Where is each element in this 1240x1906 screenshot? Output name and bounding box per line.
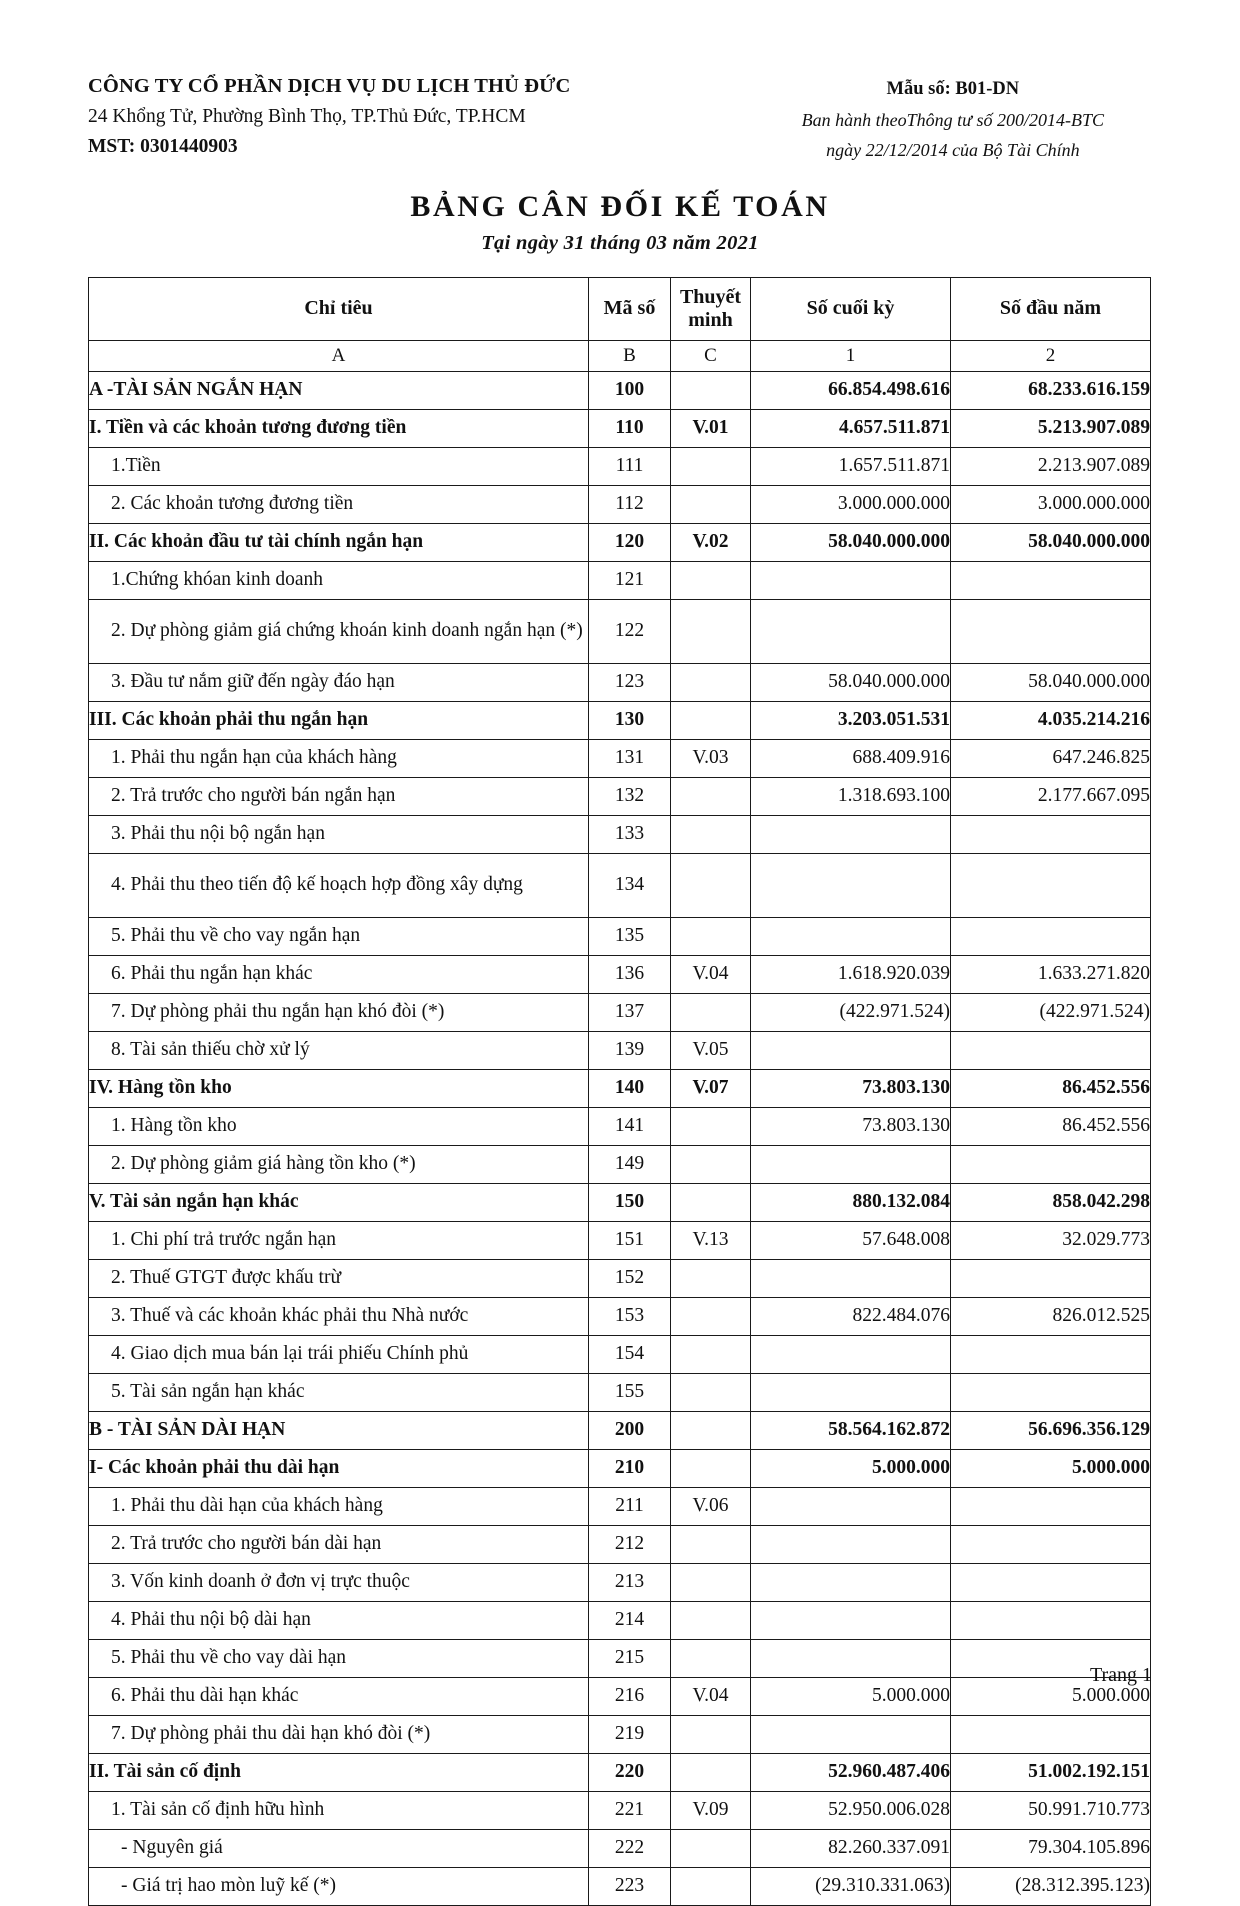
table-row bbox=[89, 1411, 1151, 1449]
column-header-note-line2: minh bbox=[688, 308, 733, 331]
column-header-end-period: Số cuối kỳ bbox=[751, 277, 951, 340]
row-end-period-value bbox=[751, 599, 951, 663]
row-indicator: 2. Thuế GTGT được khấu trừ bbox=[89, 1259, 589, 1297]
row-end-period-value bbox=[751, 1715, 951, 1753]
row-code: 213 bbox=[589, 1563, 671, 1601]
row-end-period-value: (422.971.524) bbox=[751, 993, 951, 1031]
row-code: 123 bbox=[589, 663, 671, 701]
row-code: 132 bbox=[589, 777, 671, 815]
column-header-note-line1: Thuyết bbox=[679, 285, 742, 308]
row-indicator: IV. Hàng tồn kho bbox=[89, 1069, 589, 1107]
row-end-period-value: 52.950.006.028 bbox=[751, 1791, 951, 1829]
row-note bbox=[671, 853, 751, 917]
row-note bbox=[671, 447, 751, 485]
table-row bbox=[89, 917, 1151, 955]
row-begin-year-value bbox=[951, 1563, 1151, 1601]
row-end-period-value bbox=[751, 561, 951, 599]
row-begin-year-value bbox=[951, 1715, 1151, 1753]
row-note: V.03 bbox=[671, 739, 751, 777]
row-note bbox=[671, 561, 751, 599]
table-row bbox=[89, 993, 1151, 1031]
row-begin-year-value: 58.040.000.000 bbox=[951, 523, 1151, 561]
column-header-note bbox=[671, 277, 751, 340]
row-begin-year-value: (28.312.395.123) bbox=[951, 1867, 1151, 1905]
row-indicator: 5. Tài sản ngắn hạn khác bbox=[89, 1373, 589, 1411]
row-code: 140 bbox=[589, 1069, 671, 1107]
row-code: 141 bbox=[589, 1107, 671, 1145]
row-note bbox=[671, 371, 751, 409]
subheader-end-period: 1 bbox=[751, 340, 951, 371]
form-number: Mẫu số: B01-DN bbox=[886, 79, 1020, 99]
row-end-period-value bbox=[751, 1525, 951, 1563]
row-begin-year-value bbox=[951, 815, 1151, 853]
row-indicator: 5. Phải thu về cho vay ngắn hạn bbox=[89, 917, 589, 955]
row-indicator: 4. Phải thu nội bộ dài hạn bbox=[89, 1601, 589, 1639]
row-code: 155 bbox=[589, 1373, 671, 1411]
row-begin-year-value: 858.042.298 bbox=[951, 1183, 1151, 1221]
row-end-period-value bbox=[751, 815, 951, 853]
row-code: 111 bbox=[589, 447, 671, 485]
row-end-period-value bbox=[751, 1639, 951, 1677]
row-begin-year-value: 1.633.271.820 bbox=[951, 955, 1151, 993]
row-note bbox=[671, 815, 751, 853]
row-note: V.09 bbox=[671, 1791, 751, 1829]
row-begin-year-value: 4.035.214.216 bbox=[951, 701, 1151, 739]
row-note bbox=[671, 1449, 751, 1487]
row-code: 215 bbox=[589, 1639, 671, 1677]
row-begin-year-value: 5.213.907.089 bbox=[951, 409, 1151, 447]
table-row bbox=[89, 739, 1151, 777]
row-note bbox=[671, 1715, 751, 1753]
row-code: 220 bbox=[589, 1753, 671, 1791]
row-indicator: 7. Dự phòng phải thu ngắn hạn khó đòi (*) bbox=[89, 993, 589, 1031]
row-code: 219 bbox=[589, 1715, 671, 1753]
row-code: 120 bbox=[589, 523, 671, 561]
table-row bbox=[89, 1183, 1151, 1221]
row-begin-year-value bbox=[951, 1525, 1151, 1563]
column-header-begin-year: Số đầu năm bbox=[951, 277, 1151, 340]
row-indicator: 3. Đầu tư nắm giữ đến ngày đáo hạn bbox=[89, 663, 589, 701]
row-indicator: 8. Tài sản thiếu chờ xử lý bbox=[89, 1031, 589, 1069]
table-row bbox=[89, 1639, 1151, 1677]
row-indicator: 4. Phải thu theo tiến độ kế hoạch hợp đồng xây dựng bbox=[89, 853, 589, 917]
row-indicator: 2. Trả trước cho người bán dài hạn bbox=[89, 1525, 589, 1563]
form-info-block bbox=[802, 72, 1160, 164]
row-note bbox=[671, 663, 751, 701]
row-note bbox=[671, 777, 751, 815]
row-begin-year-value bbox=[951, 1259, 1151, 1297]
row-note bbox=[671, 1563, 751, 1601]
row-note: V.01 bbox=[671, 409, 751, 447]
row-end-period-value: 1.657.511.871 bbox=[751, 447, 951, 485]
table-row bbox=[89, 1031, 1151, 1069]
row-indicator: 1. Hàng tồn kho bbox=[89, 1107, 589, 1145]
row-indicator: 1.Chứng khóan kinh doanh bbox=[89, 561, 589, 599]
row-code: 212 bbox=[589, 1525, 671, 1563]
row-end-period-value bbox=[751, 1373, 951, 1411]
row-code: 122 bbox=[589, 599, 671, 663]
page-subtitle: Tại ngày 31 tháng 03 năm 2021 bbox=[481, 231, 759, 254]
table-row bbox=[89, 1563, 1151, 1601]
row-note bbox=[671, 1107, 751, 1145]
table-row bbox=[89, 777, 1151, 815]
row-code: 110 bbox=[589, 409, 671, 447]
row-end-period-value: 58.040.000.000 bbox=[751, 523, 951, 561]
row-code: 136 bbox=[589, 955, 671, 993]
row-code: 222 bbox=[589, 1829, 671, 1867]
table-row bbox=[89, 1677, 1151, 1715]
table-row bbox=[89, 853, 1151, 917]
row-note bbox=[671, 1411, 751, 1449]
row-code: 150 bbox=[589, 1183, 671, 1221]
table-row bbox=[89, 1601, 1151, 1639]
row-end-period-value: 1.618.920.039 bbox=[751, 955, 951, 993]
table-row bbox=[89, 701, 1151, 739]
subheader-begin-year: 2 bbox=[951, 340, 1151, 371]
row-indicator: 6. Phải thu dài hạn khác bbox=[89, 1677, 589, 1715]
row-begin-year-value bbox=[951, 1031, 1151, 1069]
table-row bbox=[89, 1753, 1151, 1791]
table-row bbox=[89, 1715, 1151, 1753]
row-end-period-value: 3.000.000.000 bbox=[751, 485, 951, 523]
row-note bbox=[671, 1259, 751, 1297]
row-indicator: 3. Vốn kinh doanh ở đơn vị trực thuộc bbox=[89, 1563, 589, 1601]
row-note: V.04 bbox=[671, 1677, 751, 1715]
company-info-block bbox=[88, 72, 570, 160]
row-code: 130 bbox=[589, 701, 671, 739]
row-indicator: - Giá trị hao mòn luỹ kế (*) bbox=[89, 1867, 589, 1905]
row-note bbox=[671, 1867, 751, 1905]
company-address: 24 Khổng Tử, Phường Bình Thọ, TP.Thủ Đức, TP.HCM bbox=[88, 106, 526, 128]
table-row bbox=[89, 663, 1151, 701]
row-end-period-value: 66.854.498.616 bbox=[751, 371, 951, 409]
row-begin-year-value: 5.000.000 bbox=[951, 1449, 1151, 1487]
row-code: 211 bbox=[589, 1487, 671, 1525]
row-begin-year-value: 3.000.000.000 bbox=[951, 485, 1151, 523]
row-begin-year-value bbox=[951, 1601, 1151, 1639]
row-indicator: II. Tài sản cố định bbox=[89, 1753, 589, 1791]
row-end-period-value: 73.803.130 bbox=[751, 1107, 951, 1145]
table-row bbox=[89, 1867, 1151, 1905]
table-row bbox=[89, 1487, 1151, 1525]
row-code: 137 bbox=[589, 993, 671, 1031]
page-title: BẢNG CÂN ĐỐI KẾ TOÁN bbox=[410, 189, 830, 223]
row-note: V.04 bbox=[671, 955, 751, 993]
column-header-code: Mã số bbox=[589, 277, 671, 340]
table-row bbox=[89, 371, 1151, 409]
row-indicator: 6. Phải thu ngắn hạn khác bbox=[89, 955, 589, 993]
row-note bbox=[671, 917, 751, 955]
row-indicator: 1. Tài sản cố định hữu hình bbox=[89, 1791, 589, 1829]
table-row bbox=[89, 1829, 1151, 1867]
row-begin-year-value bbox=[951, 1487, 1151, 1525]
row-begin-year-value bbox=[951, 1373, 1151, 1411]
subheader-note: C bbox=[671, 340, 751, 371]
row-note bbox=[671, 485, 751, 523]
row-begin-year-value: 68.233.616.159 bbox=[951, 371, 1151, 409]
row-begin-year-value bbox=[951, 853, 1151, 917]
row-indicator: I. Tiền và các khoản tương đương tiền bbox=[89, 409, 589, 447]
row-end-period-value bbox=[751, 1335, 951, 1373]
row-indicator: V. Tài sản ngắn hạn khác bbox=[89, 1183, 589, 1221]
row-note: V.02 bbox=[671, 523, 751, 561]
row-code: 154 bbox=[589, 1335, 671, 1373]
row-note bbox=[671, 1145, 751, 1183]
row-indicator: 4. Giao dịch mua bán lại trái phiếu Chính phủ bbox=[89, 1335, 589, 1373]
row-indicator: 1. Phải thu dài hạn của khách hàng bbox=[89, 1487, 589, 1525]
row-code: 216 bbox=[589, 1677, 671, 1715]
company-tax-id: MST: 0301440903 bbox=[88, 135, 238, 157]
row-begin-year-value: 647.246.825 bbox=[951, 739, 1151, 777]
row-code: 210 bbox=[589, 1449, 671, 1487]
row-note bbox=[671, 1335, 751, 1373]
row-note bbox=[671, 1297, 751, 1335]
table-row bbox=[89, 1297, 1151, 1335]
row-code: 133 bbox=[589, 815, 671, 853]
row-code: 112 bbox=[589, 485, 671, 523]
row-indicator: 2. Các khoản tương đương tiền bbox=[89, 485, 589, 523]
row-begin-year-value: 51.002.192.151 bbox=[951, 1753, 1151, 1791]
row-begin-year-value: 58.040.000.000 bbox=[951, 663, 1151, 701]
row-indicator: 2. Dự phòng giảm giá chứng khoán kinh doanh ngắn hạn (*) bbox=[89, 599, 589, 663]
row-begin-year-value: (422.971.524) bbox=[951, 993, 1151, 1031]
row-end-period-value bbox=[751, 917, 951, 955]
table-row bbox=[89, 485, 1151, 523]
table-row bbox=[89, 1107, 1151, 1145]
row-code: 152 bbox=[589, 1259, 671, 1297]
form-issue-date: ngày 22/12/2014 của Bộ Tài Chính bbox=[826, 139, 1080, 160]
row-end-period-value: 1.318.693.100 bbox=[751, 777, 951, 815]
row-code: 223 bbox=[589, 1867, 671, 1905]
row-end-period-value: 58.040.000.000 bbox=[751, 663, 951, 701]
table-subheader-row bbox=[89, 340, 1151, 371]
row-begin-year-value bbox=[951, 599, 1151, 663]
row-indicator: A -TÀI SẢN NGẮN HẠN bbox=[89, 371, 589, 409]
row-indicator: 1.Tiền bbox=[89, 447, 589, 485]
row-end-period-value: 688.409.916 bbox=[751, 739, 951, 777]
table-row bbox=[89, 1373, 1151, 1411]
row-indicator: 2. Dự phòng giảm giá hàng tồn kho (*) bbox=[89, 1145, 589, 1183]
row-begin-year-value: 2.177.667.095 bbox=[951, 777, 1151, 815]
subheader-indicator: A bbox=[89, 340, 589, 371]
row-begin-year-value: 86.452.556 bbox=[951, 1107, 1151, 1145]
row-indicator: 7. Dự phòng phải thu dài hạn khó đòi (*) bbox=[89, 1715, 589, 1753]
row-end-period-value: 73.803.130 bbox=[751, 1069, 951, 1107]
row-end-period-value: 58.564.162.872 bbox=[751, 1411, 951, 1449]
row-code: 121 bbox=[589, 561, 671, 599]
table-row bbox=[89, 447, 1151, 485]
row-begin-year-value: 5.000.000 bbox=[951, 1677, 1151, 1715]
row-indicator: - Nguyên giá bbox=[89, 1829, 589, 1867]
row-begin-year-value bbox=[951, 561, 1151, 599]
table-header bbox=[89, 277, 1151, 371]
row-indicator: 2. Trả trước cho người bán ngắn hạn bbox=[89, 777, 589, 815]
row-end-period-value: 82.260.337.091 bbox=[751, 1829, 951, 1867]
table-body bbox=[89, 371, 1151, 1905]
row-indicator: I- Các khoản phải thu dài hạn bbox=[89, 1449, 589, 1487]
row-end-period-value: 5.000.000 bbox=[751, 1677, 951, 1715]
row-end-period-value: (29.310.331.063) bbox=[751, 1867, 951, 1905]
document-header bbox=[0, 0, 1240, 164]
row-begin-year-value: 79.304.105.896 bbox=[951, 1829, 1151, 1867]
form-issuing-circular: Ban hành theoThông tư số 200/2014-BTC bbox=[801, 109, 1104, 130]
row-begin-year-value: 56.696.356.129 bbox=[951, 1411, 1151, 1449]
row-indicator: III. Các khoản phải thu ngắn hạn bbox=[89, 701, 589, 739]
company-name: CÔNG TY CỔ PHẦN DỊCH VỤ DU LỊCH THỦ ĐỨC bbox=[88, 75, 571, 97]
row-end-period-value bbox=[751, 853, 951, 917]
table-header-row bbox=[89, 277, 1151, 340]
table-row bbox=[89, 1525, 1151, 1563]
title-block bbox=[0, 190, 1240, 255]
row-indicator: 1. Chi phí trả trước ngắn hạn bbox=[89, 1221, 589, 1259]
row-note: V.07 bbox=[671, 1069, 751, 1107]
balance-sheet-table-wrap bbox=[88, 277, 1150, 1906]
table-row bbox=[89, 815, 1151, 853]
row-indicator: 3. Thuế và các khoản khác phải thu Nhà nước bbox=[89, 1297, 589, 1335]
row-begin-year-value bbox=[951, 917, 1151, 955]
row-indicator: B - TÀI SẢN DÀI HẠN bbox=[89, 1411, 589, 1449]
row-note bbox=[671, 599, 751, 663]
row-note bbox=[671, 1373, 751, 1411]
table-row bbox=[89, 523, 1151, 561]
row-end-period-value bbox=[751, 1487, 951, 1525]
row-end-period-value: 57.648.008 bbox=[751, 1221, 951, 1259]
row-note: V.06 bbox=[671, 1487, 751, 1525]
row-note bbox=[671, 701, 751, 739]
row-code: 134 bbox=[589, 853, 671, 917]
row-indicator: 5. Phải thu về cho vay dài hạn bbox=[89, 1639, 589, 1677]
row-begin-year-value: 86.452.556 bbox=[951, 1069, 1151, 1107]
row-code: 135 bbox=[589, 917, 671, 955]
row-note bbox=[671, 1829, 751, 1867]
row-note bbox=[671, 993, 751, 1031]
table-row bbox=[89, 1221, 1151, 1259]
row-note bbox=[671, 1601, 751, 1639]
row-code: 131 bbox=[589, 739, 671, 777]
row-note: V.05 bbox=[671, 1031, 751, 1069]
row-note bbox=[671, 1753, 751, 1791]
row-code: 149 bbox=[589, 1145, 671, 1183]
row-indicator: II. Các khoản đầu tư tài chính ngắn hạn bbox=[89, 523, 589, 561]
row-end-period-value: 822.484.076 bbox=[751, 1297, 951, 1335]
table-row bbox=[89, 1335, 1151, 1373]
table-row bbox=[89, 1145, 1151, 1183]
row-end-period-value bbox=[751, 1259, 951, 1297]
row-note bbox=[671, 1183, 751, 1221]
table-row bbox=[89, 599, 1151, 663]
table-row bbox=[89, 409, 1151, 447]
balance-sheet-table bbox=[88, 277, 1151, 1906]
table-row bbox=[89, 1791, 1151, 1829]
row-begin-year-value: 32.029.773 bbox=[951, 1221, 1151, 1259]
row-begin-year-value: 826.012.525 bbox=[951, 1297, 1151, 1335]
row-end-period-value bbox=[751, 1601, 951, 1639]
row-end-period-value: 52.960.487.406 bbox=[751, 1753, 951, 1791]
row-end-period-value: 3.203.051.531 bbox=[751, 701, 951, 739]
row-indicator: 3. Phải thu nội bộ ngắn hạn bbox=[89, 815, 589, 853]
row-begin-year-value: 2.213.907.089 bbox=[951, 447, 1151, 485]
table-row bbox=[89, 955, 1151, 993]
row-end-period-value bbox=[751, 1563, 951, 1601]
row-code: 153 bbox=[589, 1297, 671, 1335]
row-note bbox=[671, 1525, 751, 1563]
row-begin-year-value bbox=[951, 1145, 1151, 1183]
row-end-period-value: 5.000.000 bbox=[751, 1449, 951, 1487]
subheader-code: B bbox=[589, 340, 671, 371]
row-begin-year-value bbox=[951, 1335, 1151, 1373]
row-code: 214 bbox=[589, 1601, 671, 1639]
row-end-period-value bbox=[751, 1145, 951, 1183]
row-end-period-value bbox=[751, 1031, 951, 1069]
row-note bbox=[671, 1639, 751, 1677]
page-footer: Trang 1 bbox=[1089, 1664, 1152, 1686]
row-code: 100 bbox=[589, 371, 671, 409]
row-code: 221 bbox=[589, 1791, 671, 1829]
row-indicator: 1. Phải thu ngắn hạn của khách hàng bbox=[89, 739, 589, 777]
row-end-period-value: 880.132.084 bbox=[751, 1183, 951, 1221]
row-begin-year-value: 50.991.710.773 bbox=[951, 1791, 1151, 1829]
table-row bbox=[89, 561, 1151, 599]
table-row bbox=[89, 1449, 1151, 1487]
column-header-indicator: Chỉ tiêu bbox=[89, 277, 589, 340]
row-note: V.13 bbox=[671, 1221, 751, 1259]
row-code: 139 bbox=[589, 1031, 671, 1069]
table-row bbox=[89, 1069, 1151, 1107]
table-row bbox=[89, 1259, 1151, 1297]
row-code: 151 bbox=[589, 1221, 671, 1259]
row-end-period-value: 4.657.511.871 bbox=[751, 409, 951, 447]
row-code: 200 bbox=[589, 1411, 671, 1449]
